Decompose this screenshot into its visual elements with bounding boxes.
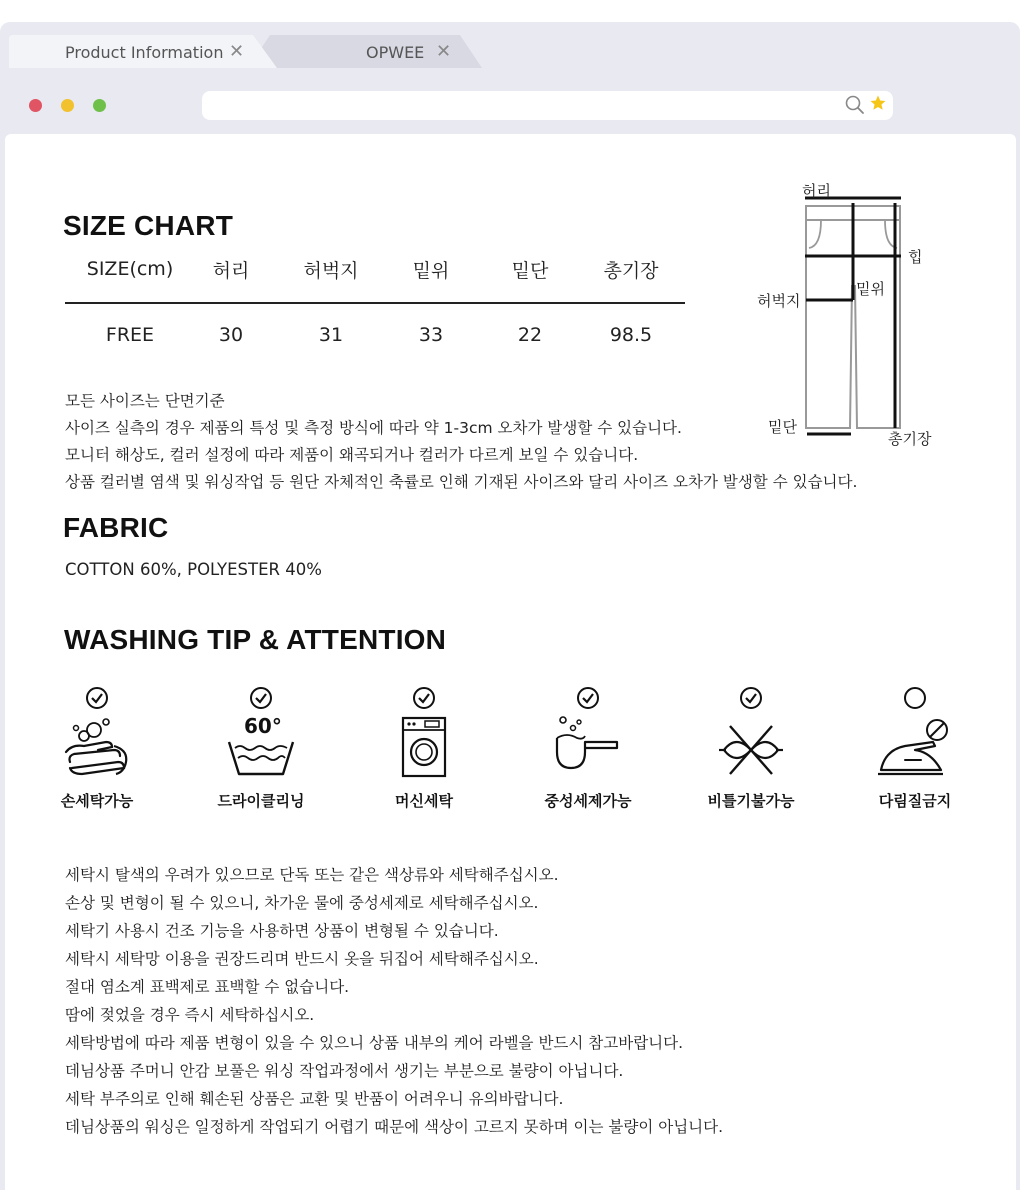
wash-item-machine-wash (342, 686, 506, 811)
fabric-composition: COTTON 60%, POLYESTER 40% (65, 560, 322, 579)
hand-wash-icon (62, 716, 132, 780)
note-line: 상품 컬러별 염색 및 워싱작업 등 원단 자체적인 축률로 인해 기재된 사이즈와 달리 사이즈 오차가 발생할 수 있습니다. (65, 473, 858, 491)
wash-item-hand-wash (15, 686, 179, 811)
table-cell: 31 (318, 324, 344, 346)
check-circle-icon (85, 686, 109, 710)
table-divider (65, 302, 685, 304)
wash-label: 머신세탁 (395, 792, 453, 810)
washing-icons (5, 686, 1016, 826)
note-line: 세탁 부주의로 인해 훼손된 상품은 교환 및 반품이 어려우니 유의바랍니다. (65, 1090, 564, 1108)
star-icon[interactable] (869, 94, 887, 116)
dry-clean-60-icon (226, 716, 296, 780)
column-header: 밑위 (412, 259, 450, 282)
close-window-button[interactable] (29, 99, 42, 112)
search-icon[interactable] (845, 95, 865, 119)
note-line: 모니터 해상도, 컬러 설정에 따라 제품이 왜곡되거나 컬러가 다르게 보일 수 있습니다. (65, 446, 639, 464)
pants-measurement-diagram (755, 182, 965, 466)
close-icon[interactable]: ✕ (436, 41, 452, 62)
wash-item-no-wringing (669, 686, 833, 811)
table-cell: 33 (418, 324, 444, 346)
wash-label: 비틀기불가능 (707, 792, 795, 810)
tab-label: Product Information (65, 43, 224, 62)
note-line: 손상 및 변형이 될 수 있으니, 차가운 물에 중성세제로 세탁해주십시오. (65, 894, 539, 912)
page-content (5, 134, 1016, 1190)
fabric-title: FABRIC (63, 512, 169, 543)
washing-title: WASHING TIP & ATTENTION (64, 624, 447, 655)
size-table (65, 244, 685, 360)
rise-label: 밑위 (856, 280, 885, 298)
note-line: 세탁시 세탁망 이용을 권장드리며 반드시 옷을 뒤집어 세탁해주십시오. (65, 950, 539, 968)
length-label: 총기장 (888, 430, 932, 448)
close-icon[interactable]: ✕ (229, 41, 245, 62)
browser-window (0, 22, 1020, 1190)
wash-label: 드라이클리닝 (217, 792, 305, 810)
no-wringing-icon (716, 716, 786, 780)
tab-opwee[interactable] (248, 35, 484, 68)
note-line: 데님상품 주머니 안감 보풀은 워싱 작업과정에서 생기는 부분으로 불량이 아닙니다. (65, 1062, 624, 1080)
hip-label: 힙 (908, 248, 923, 266)
table-cell: 98.5 (609, 324, 653, 346)
table-cell: FREE (105, 324, 155, 346)
wash-item-neutral-detergent (506, 686, 670, 811)
note-line: 데님상품의 워싱은 일정하게 작업되기 어렵기 때문에 색상이 고르지 못하며 이는 불량이 아닙니다. (65, 1118, 724, 1136)
column-header: SIZE(cm) (86, 258, 174, 280)
table-cell: 30 (218, 324, 244, 346)
size-chart-title: SIZE CHART (63, 210, 233, 241)
check-circle-icon (249, 686, 273, 710)
column-header: 밑단 (511, 259, 549, 282)
minimize-window-button[interactable] (61, 99, 74, 112)
maximize-window-button[interactable] (93, 99, 106, 112)
thigh-label: 허벅지 (757, 292, 801, 310)
address-bar[interactable] (202, 91, 893, 120)
note-line: 세탁시 탈색의 우려가 있으므로 단독 또는 같은 색상류와 세탁해주십시오. (65, 866, 559, 884)
table-row (65, 310, 685, 360)
no-ironing-icon (875, 716, 955, 780)
tab-product-information[interactable] (9, 35, 277, 68)
check-circle-icon (576, 686, 600, 710)
waist-label: 허리 (802, 182, 831, 200)
check-circle-icon (412, 686, 436, 710)
washing-machine-icon (389, 716, 459, 780)
wash-label: 다림질금지 (878, 792, 952, 810)
basin-icon (226, 716, 296, 780)
note-line: 세탁방법에 따라 제품 변형이 있을 수 있으니 상품 내부의 케어 라벨을 반드시 참고바랍니다. (65, 1034, 684, 1052)
temperature-label: 60° (244, 714, 282, 738)
wash-label: 손세탁가능 (60, 792, 134, 810)
note-line: 절대 염소계 표백제로 표백할 수 없습니다. (65, 978, 350, 996)
size-notes (65, 388, 857, 496)
column-header: 총기장 (603, 259, 659, 282)
tab-label: OPWEE (366, 43, 425, 62)
note-line: 모든 사이즈는 단면기준 (65, 392, 225, 410)
table-cell: 22 (517, 324, 543, 346)
washing-notes (65, 861, 723, 1141)
empty-circle-icon (903, 686, 927, 710)
note-line: 사이즈 실측의 경우 제품의 특성 및 측정 방식에 따라 약 1-3cm 오차가 발생할 수 있습니다. (65, 419, 682, 437)
note-line: 세탁기 사용시 건조 기능을 사용하면 상품이 변형될 수 있습니다. (65, 922, 499, 940)
check-circle-icon (739, 686, 763, 710)
neutral-detergent-icon (553, 716, 623, 780)
wash-item-dry-clean (179, 686, 343, 811)
wash-label: 중성세제가능 (544, 792, 632, 810)
note-line: 땀에 젖었을 경우 즉시 세탁하십시오. (65, 1006, 315, 1024)
wash-item-no-ironing (833, 686, 997, 811)
column-header: 허벅지 (303, 259, 359, 282)
hem-label: 밑단 (768, 418, 797, 436)
column-header: 허리 (212, 259, 250, 282)
table-header-row (65, 244, 685, 294)
